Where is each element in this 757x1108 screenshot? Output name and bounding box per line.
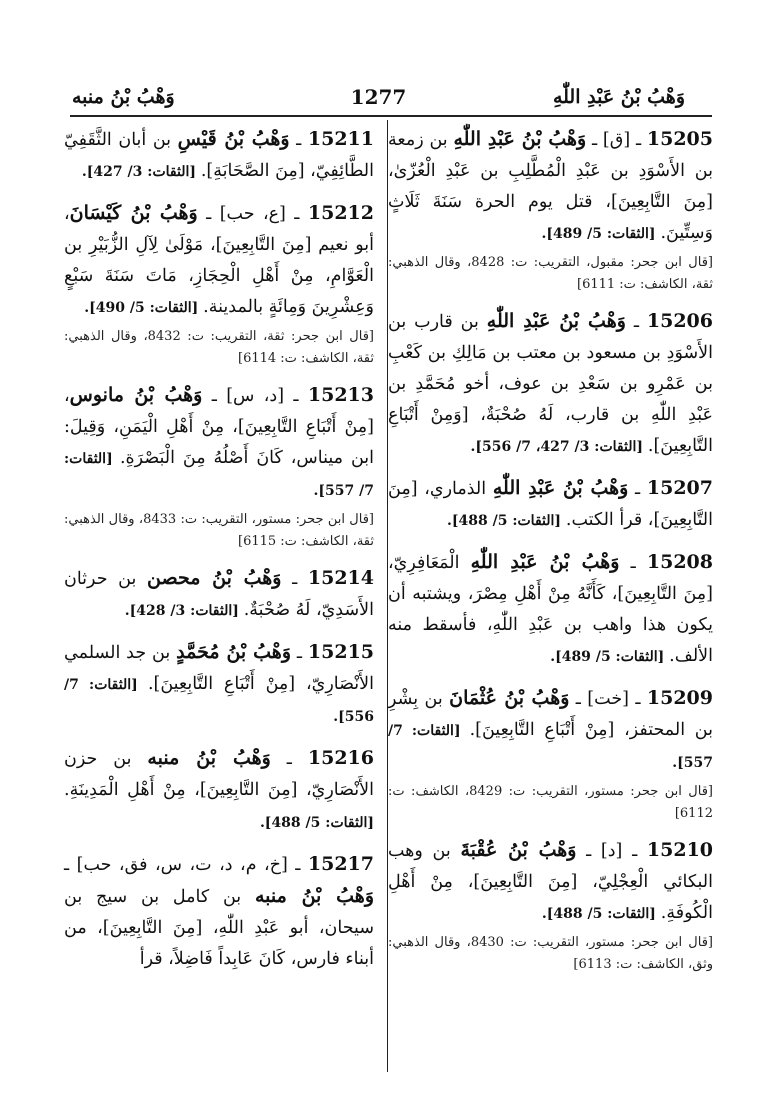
entry-name: وَهْبُ بْنُ محصن (147, 567, 282, 589)
entry-number: 15215 (307, 641, 375, 663)
biography-entry (64, 563, 374, 627)
entry-name: وَهْبُ بْنُ عُثْمَانَ (449, 687, 570, 709)
entry-body (64, 198, 374, 324)
entry-text: بن حرثان الأَسَدِيّ، لَهُ صُحْبَةٌ. (64, 569, 374, 620)
left-column (64, 124, 374, 986)
entry-thiqat-ref: [الثقات: 3/ 427، 7/ 556]. (470, 439, 648, 455)
entry-body (64, 124, 374, 188)
entry-body (388, 547, 713, 673)
entry-source-codes: ـ [خت] ـ (569, 689, 647, 709)
entry-name: وَهْبُ بْنُ عَبْدِ اللّٰهِ (492, 477, 629, 499)
entry-name: وَهْبُ بْنُ عَبْدِ اللّٰهِ (470, 551, 620, 573)
entry-number: 15211 (307, 128, 374, 150)
entry-source-codes: ـ (281, 569, 308, 589)
entry-number: 15208 (646, 551, 713, 573)
entry-name: وَهْبُ بْنُ مُحَمَّدٍ (176, 641, 292, 663)
entry-thiqat-ref: [الثقات: 5/ 488]. (541, 906, 661, 922)
entry-thiqat-ref: [الثقات: 5/ 488]. (259, 815, 374, 831)
entry-number: 15217 (307, 853, 374, 875)
page-header (0, 82, 757, 116)
entry-text: بن بِشْرِ بن المحتفز، [مِنْ أَتْبَاعِ التَّابِعِينَ]. (388, 689, 713, 740)
biography-entry (64, 124, 374, 188)
entry-number: 15214 (307, 567, 374, 589)
entry-body (388, 683, 713, 779)
entry-name: وَهْبُ بْنُ منبه (254, 885, 375, 907)
entry-source-codes: ـ [خ، م، د، ت، س، فق، حب] ـ (64, 855, 308, 875)
entry-thiqat-ref: [الثقات: 5/ 489]. (550, 649, 670, 665)
entry-footnote: [قال ابن جحر: مستور، التقريب: ت: 8429، الكاشف: ت: 6112] (388, 784, 713, 821)
entry-text: ، أبو نعيم [مِنَ التَّابِعِينَ]، مَوْلَىٰ لِآلِ الزُّبَيْرِ بن الْعَوَّامِ، مِنْ أَهْلِ الْحِجَازِ، مَاتَ سَنَةَ سَبْعٍ وَعِشْرِينَ وَمِائَةٍ بالمدينة. (64, 204, 374, 317)
entry-number: 15205 (646, 128, 713, 150)
entry-text: بن قارب بن الأَسْوَدِ بن مسعود بن معتب بن مَالِكِ بن كَعْبِ بن عَمْرِو بن سَعْدِ بن عوف، أخو مُحَمَّدِ بن عَبْدِ اللّٰهِ بن قارب، لَهُ صُحْبَةٌ، [وَمِنْ أَتْبَاعِ التَّابِعِينَ]. (388, 312, 713, 456)
entry-number: 15216 (307, 747, 374, 769)
entry-body (388, 473, 713, 537)
entry-body (64, 563, 374, 627)
entry-number: 15210 (646, 839, 714, 861)
entry-thiqat-ref: [الثقات: 5/ 490]. (84, 300, 204, 316)
right-column (388, 124, 713, 986)
entry-footnote: [قال ابن جحر: ثقة، التقريب: ت: 8432، وقال الذهبي: ثقة، الكاشف: ت: 6114] (64, 329, 374, 366)
entry-body (64, 380, 374, 507)
page-number: 1277 (350, 85, 407, 109)
entry-body (388, 835, 713, 930)
running-head-right: وَهْبُ بْنُ عَبْدِ اللّٰهِ (552, 86, 685, 108)
entry-number: 15206 (646, 310, 713, 332)
entry-text: بن أبان الثَّقَفِيّ الطَّائِفِيّ، [مِنَ الصَّحَابَةِ]. (64, 130, 374, 181)
entry-footnote: [قال ابن جحر: مستور، التقريب: ت: 8430، وقال الذهبي: وثق، الكاشف: ت: 6113] (388, 935, 713, 972)
biography-entry (388, 835, 713, 976)
entry-footnote: [قال ابن جحر: مقبول، التقريب: ت: 8428، وقال الذهبي: ثقة، الكاشف: ت: 6111] (388, 255, 713, 292)
entry-name: وَهْبُ بْنُ عَبْدِ اللّٰهِ (486, 310, 626, 332)
entry-body (64, 637, 374, 733)
entry-source-codes: ـ (289, 130, 308, 150)
biography-entry (388, 124, 713, 296)
entry-number: 15213 (307, 384, 374, 406)
entry-source-codes: ـ [ع، حب] ـ (197, 204, 308, 224)
entry-body (388, 124, 713, 250)
entry-text: الذماري، [مِنَ التَّابِعِينَ]، قرأ الكتب. (388, 479, 713, 530)
entry-name: وَهْبُ بْنُ قَيْسِ (177, 128, 290, 150)
biography-entry (388, 473, 713, 537)
biography-entry (388, 683, 713, 825)
entry-text: بن وهب البكائي الْعِجْلِيّ، [مِنَ التَّابِعِينَ]، مِنْ أَهْلِ الْكُوفَةِ. (388, 841, 713, 923)
entry-text: بن حزن الأَنْصَارِيّ، [مِنَ التَّابِعِينَ]، مِنْ أَهْلِ الْمَدِينَةِ. (64, 749, 374, 800)
entry-name: وَهْبُ بْنُ كَيْسَانَ (69, 202, 198, 224)
running-head-left: وَهْبُ بْنُ منبه (72, 86, 175, 108)
entry-text: بن كامل بن سيج بن سيحان، أبو عَبْدِ اللّٰهِ، [مِنَ التَّابِعِينَ]، من أبناء فارس، كَانَ عَابِداً فَاضِلاً، قرأ (64, 887, 374, 969)
entry-thiqat-ref: [الثقات: 3/ 428]. (124, 603, 244, 619)
entry-number: 15212 (307, 202, 374, 224)
entry-source-codes: ـ (619, 553, 647, 573)
entry-thiqat-ref: [الثقات: 7/ 557]. (388, 723, 713, 771)
biography-entry (64, 743, 374, 839)
biography-entry (388, 547, 713, 673)
entry-text: الْمَعَافِرِيّ، [مِنَ التَّابِعِينَ]، كَأَنَّهُ مِنْ أَهْلِ مِصْرَ، ويشتبه أن يكون هذا واهب بن عَبْدِ اللّٰهِ، فأسقط منه الألف. (388, 553, 713, 666)
entry-body (388, 306, 713, 463)
biography-entry (64, 637, 374, 733)
entry-body (64, 743, 374, 839)
entry-text: بن زمعة بن الأَسْوَدِ بن عَبْدِ الْمُطَّلِبِ بن عَبْدِ الْعُزّىٰ، [مِنَ التَّابِعِينَ]، قتل يوم الحرة سَنَةَ ثَلَاثٍ وَسِتِّينَ. (388, 130, 713, 243)
entry-thiqat-ref: [الثقات: 5/ 489]. (541, 226, 661, 242)
entry-source-codes: ـ (270, 749, 308, 769)
entry-name: وَهْبُ بْنُ منبه (147, 747, 271, 769)
entry-source-codes: ـ (625, 312, 647, 332)
entry-thiqat-ref: [الثقات: 5/ 488]. (446, 513, 566, 529)
entry-thiqat-ref: [الثقات: 7/ 557]. (64, 451, 374, 499)
biography-entry (388, 306, 713, 463)
entry-body (64, 849, 374, 976)
entry-thiqat-ref: [الثقات: 7/ 556]. (64, 677, 374, 725)
entry-source-codes: ـ [د، س] ـ (202, 386, 308, 406)
entry-name: وَهْبُ بْنُ مانوس (69, 384, 203, 406)
entry-footnote: [قال ابن جحر: مستور، التقريب: ت: 8433، وقال الذهبي: ثقة، الكاشف: ت: 6115] (64, 512, 374, 549)
biography-entry (64, 849, 374, 976)
entry-number: 15207 (646, 477, 713, 499)
header-rule (70, 115, 712, 117)
entry-thiqat-ref: [الثقات: 3/ 427]. (81, 164, 201, 180)
entry-name: وَهْبُ بْنُ عُقْبَةَ (460, 839, 577, 861)
entry-text: ، [مِنْ أَتْبَاعِ التَّابِعِينَ]، مِنْ أَهْلِ الْيَمَنِ، وَقِيلَ: ابن ميناس، كَانَ أَصْلُهُ مِنَ الْبَصْرَةِ. (64, 386, 374, 468)
biography-entry (64, 380, 374, 553)
biography-entry (64, 198, 374, 370)
entry-source-codes: ـ (291, 643, 308, 663)
entry-source-codes: ـ (628, 479, 647, 499)
entry-source-codes: ـ [د] ـ (576, 841, 647, 861)
entry-number: 15209 (646, 687, 713, 709)
entry-text: بن جد السلمي الأَنْصَارِيّ، [مِنْ أَتْبَاعِ التَّابِعِينَ]. (64, 643, 374, 694)
entry-name: وَهْبُ بْنُ عَبْدِ اللّٰهِ (453, 128, 587, 150)
entry-source-codes: ـ [ق] ـ (586, 130, 647, 150)
